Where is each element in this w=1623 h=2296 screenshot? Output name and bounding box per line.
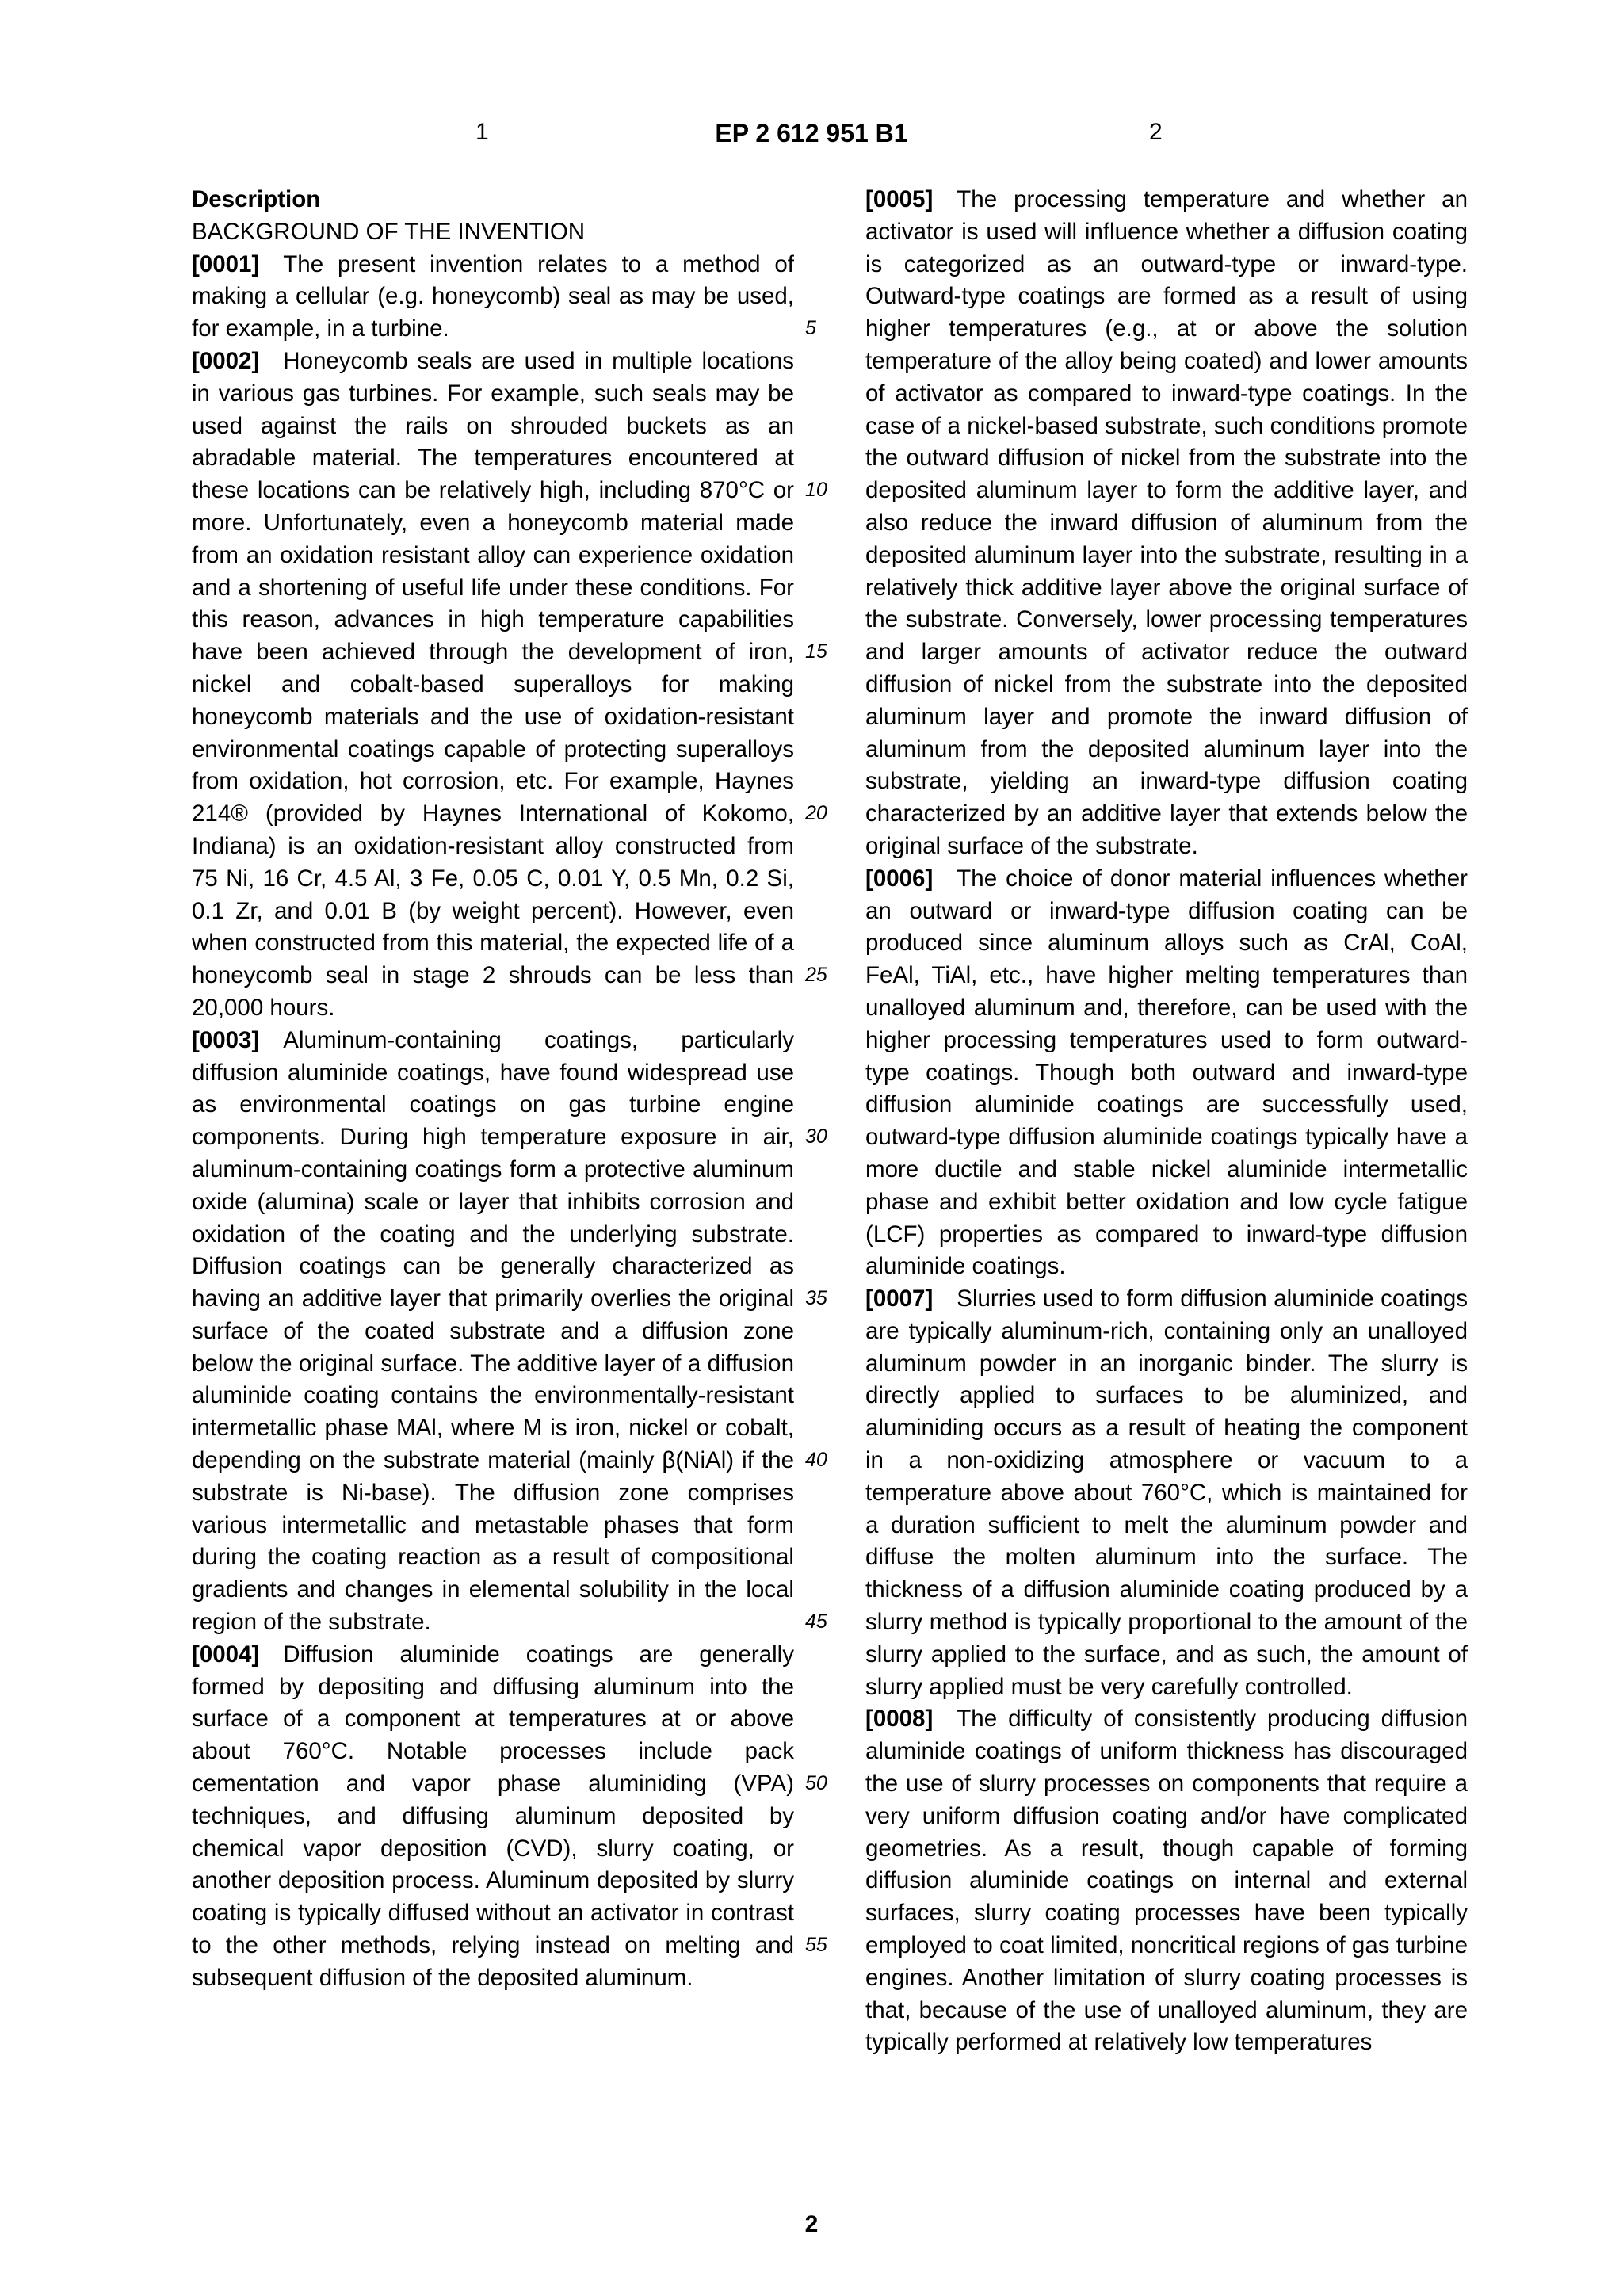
paragraph [192,249,794,346]
paragraph-number: [0005] [865,186,934,212]
line-number: 40 [805,1449,827,1471]
line-number: 5 [805,317,816,339]
right-column [865,184,1468,2059]
paragraph-text: Aluminum-containing coatings, particularly diffusion aluminide coatings, have found widespread use as environmental coatings on gas turbine engine components. During high temperature exposure in air, aluminum-containing coatings form a protective aluminum oxide (alumina) scale or layer that inhibits corrosion and oxidation of the coating and the underlying substrate. Diffusion coatings can be generally characterized as having an additive layer that primarily overlies the original surface of the coated substrate and a diffusion zone below the original surface. The additive layer of a diffusion aluminide coating contains the environmentally-resistant intermetallic phase MAl, where M is iron, nickel or cobalt, depending on the substrate material (mainly β(NiAl) if the substrate is Ni-base). The diffusion zone comprises various intermetallic and metastable phases that form during the coating reaction as a result of compositional gradients and changes in elemental solubility in the local region of the substrate. [192,1026,794,1636]
paragraph [192,1639,794,1995]
paragraph-text: The processing temperature and whether an activator is used will influence whether a diffusion coating is categorized as an outward-type or inward-type. Outward-type coatings are formed as a result of using higher temperatures (e.g., at or above the solution temperature of the alloy being coated) and lower amounts of activator as compared to inward-type coatings. In the case of a nickel-based substrate, such conditions promote the outward diffusion of nickel from the substrate into the deposited aluminum layer to form the additive layer, and also reduce the inward diffusion of aluminum from the deposited aluminum layer into the substrate, resulting in a relatively thick additive layer above the original surface of the substrate. Conversely, lower processing temperatures and larger amounts of activator reduce the outward diffusion of nickel from the substrate into the deposited aluminum layer and promote the inward diffusion of aluminum from the deposited aluminum layer into the substrate, yielding an inward-type diffusion coating characterized by an additive layer that extends below the original surface of the substrate. [865,186,1468,859]
line-number: 35 [805,1287,827,1309]
paragraph-text: Honeycomb seals are used in multiple locations in various gas turbines. For example, such seals may be used against the rails on shrouded buckets as an abradable material. The temperatures encountered at these locations can be relatively high, including 870°C or more. Unfortunately, even a honeycomb material made from an oxidation resistant alloy can experience oxidation and a shortening of useful life under these conditions. For this reason, advances in high temperature capabilities have been achieved through the development of iron, nickel and cobalt-based superalloys for making honeycomb materials and the use of oxidation-resistant environmental coatings capable of protecting superalloys from oxidation, hot corrosion, etc. For example, Haynes 214® (provided by Haynes International of Kokomo, Indiana) is an oxidation-resistant alloy constructed from 75 Ni, 16 Cr, 4.5 Al, 3 Fe, 0.05 C, 0.01 Y, 0.5 Mn, 0.2 Si, 0.1 Zr, and 0.01 B (by weight percent). However, even when constructed from this material, the expected life of a honeycomb seal in stage 2 shrouds can be less than 20,000 hours. [192,347,794,1021]
paragraph-number: [0004] [192,1641,260,1668]
paragraph-number: [0003] [192,1026,260,1053]
line-number: 55 [805,1934,827,1956]
paragraph-text: Slurries used to form diffusion aluminide coatings are typically aluminum-rich, containing only an unalloyed aluminum powder in an inorganic binder. The slurry is directly applied to surfaces to be aluminized, and aluminiding occurs as a result of heating the component in a non-oxidizing atmosphere or vacuum to a temperature above about 760°C, which is maintained for a duration sufficient to melt the aluminum powder and diffuse the molten aluminum into the surface. The thickness of a diffusion aluminide coating produced by a slurry method is typically proportional to the amount of the slurry applied to the surface, and as such, the amount of slurry applied must be very carefully controlled. [865,1286,1468,1700]
line-number: 45 [805,1610,827,1633]
paragraph-text: The present invention relates to a method of making a cellular (e.g. honeycomb) seal as may be used, for example, in a turbine. [192,250,794,342]
paragraph-text: The choice of donor material influences whether an outward or inward-type diffusion coating can be produced since aluminum alloys such as CrAl, CoAl, FeAl, TiAl, etc., have higher melting temperatures than unalloyed aluminum and, therefore, can be used with the higher processing temperatures used to form outward-type coatings. Though both outward and inward-type diffusion aluminide coatings are successfully used, outward-type diffusion aluminide coatings typically have a more ductile and stable nickel aluminide intermetallic phase and exhibit better oxidation and low cycle fatigue (LCF) properties as compared to inward-type diffusion aluminide coatings. [865,865,1468,1280]
patent-number: EP 2 612 951 B1 [715,119,908,147]
paragraph-number: [0002] [192,347,260,374]
line-number: 50 [805,1772,827,1794]
paragraph-number: [0001] [192,250,260,277]
paragraph [192,1025,794,1639]
page-number: 2 [804,2211,819,2237]
paragraph-text: The difficulty of consistently producing diffusion aluminide coatings of uniform thickness has discouraged the use of slurry processes on components that require a very uniform diffusion coating and/or have complicated geometries. As a result, though capable of forming diffusion aluminide coatings on internal and external surfaces, slurry coating processes have been typically employed to coat limited, noncritical regions of gas turbine engines. Another limitation of slurry coating processes is that, because of the use of unalloyed aluminum, they are typically performed at relatively low temperatures [865,1706,1468,2056]
paragraph [865,1703,1468,2059]
paragraph [865,863,1468,1283]
line-number: 15 [805,640,827,663]
paragraph-text: Diffusion aluminide coatings are generally formed by depositing and diffusing aluminum into the surface of a component at temperatures at or above about 760°C. Notable processes include pack cementation and vapor phase aluminiding (VPA) techniques, and diffusing aluminum deposited by chemical vapor deposition (CVD), slurry coating, or another deposition process. Aluminum deposited by slurry coating is typically diffused without an activator in contrast to the other methods, relying instead on melting and subsequent diffusion of the deposited aluminum. [192,1641,794,1991]
background-heading: BACKGROUND OF THE INVENTION [192,218,586,245]
left-column-number: 1 [475,119,489,145]
description-heading: Description [192,186,321,212]
paragraph [192,346,794,1025]
line-number: 10 [805,479,827,501]
right-column-number: 2 [1149,119,1163,145]
paragraph [865,184,1468,863]
paragraph-number: [0006] [865,865,934,892]
line-number: 25 [805,964,827,986]
paragraph [865,1283,1468,1703]
paragraph-number: [0008] [865,1706,934,1733]
line-number: 30 [805,1125,827,1148]
line-number: 20 [805,802,827,824]
paragraph-number: [0007] [865,1286,934,1312]
left-column [192,184,794,1995]
